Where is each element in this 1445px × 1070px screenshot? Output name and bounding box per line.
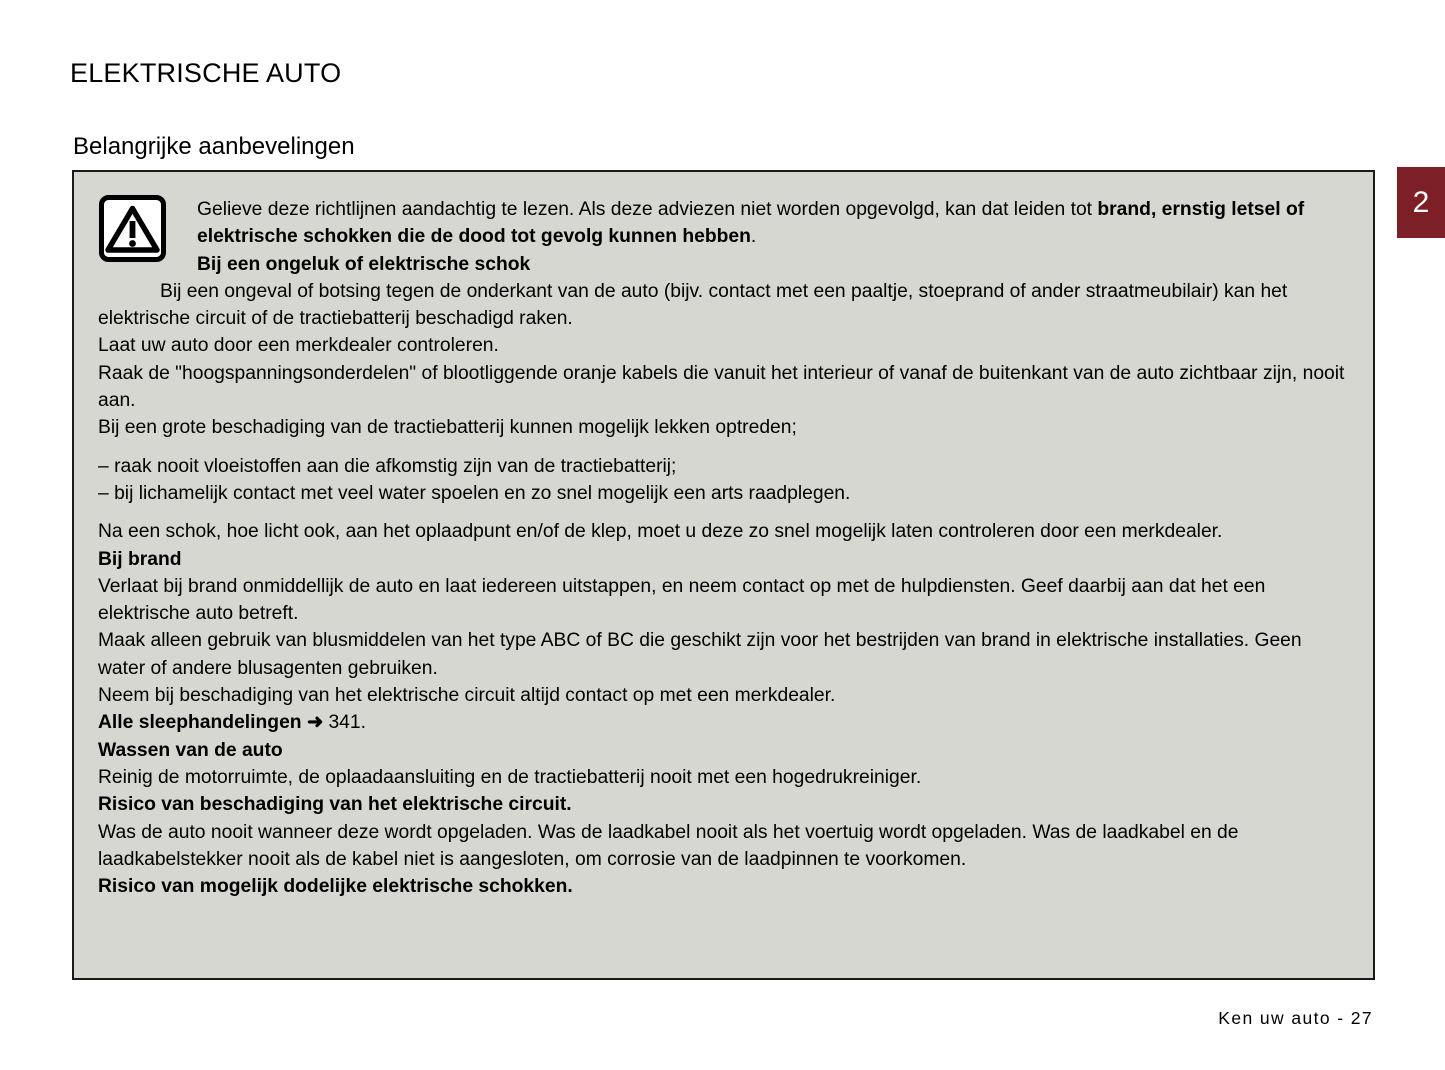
- para-fire-3: Neem bij beschadiging van het elektrische circuit altijd contact op met een merkdealer.: [98, 685, 836, 707]
- heading-fire-text: Bij brand: [98, 548, 182, 570]
- lead-paragraph-block: [98, 196, 1349, 278]
- chapter-tab: [1397, 167, 1445, 238]
- bold-risk-circuit-text: Risico van beschadiging van het elektrische circuit.: [98, 794, 572, 816]
- para-washing-2: Was de auto nooit wanneer deze wordt opgeladen. Was de laadkabel nooit als het voertuig wordt opgeladen. Was de laadkabel en de laadkabelstekker nooit als de kabel niet is aangesloten, om corrosie van de laadpinnen te voorkomen.: [98, 821, 1239, 870]
- spacer: [98, 507, 1349, 518]
- para-accident: Bij een ongeval of botsing tegen de onderkant van de auto (bijv. contact met een paaltje, stoeprand of ander straatmeubilair) kan het elektrische circuit of de tractiebatterij beschadigd raken.: [98, 280, 1288, 330]
- towing-suffix: .: [360, 712, 366, 734]
- list-item: – bij lichamelijk contact met veel water spoelen en zo snel mogelijk een arts raadplegen.: [98, 482, 851, 504]
- lead-bold-1: brand, ernstig letsel of elektrische schokken die de dood tot gevolg kunnen hebben: [197, 199, 1305, 248]
- chapter-tab-number: 2: [1412, 185, 1430, 219]
- towing-label: Alle sleephandelingen: [98, 712, 302, 734]
- lead-plain-2: .: [750, 226, 757, 248]
- lead-plain-1: Gelieve deze richtlijnen aandachtig te lezen. Als deze adviezen niet worden opgevolgd, kan dat leiden tot: [197, 199, 1098, 220]
- footer-page-label: Ken uw auto - 27: [1218, 1008, 1373, 1028]
- heading-fire: [98, 546, 1349, 573]
- arrow-right-icon: ➜: [306, 712, 324, 734]
- para-dealer-check: Laat uw auto door een merkdealer controleren.: [98, 335, 499, 357]
- spacer: [98, 442, 1349, 453]
- para-shock-check: Na een schok, hoe licht ook, aan het oplaadpunt en/of de klep, moet u deze zo snel mogelijk laten controleren door een merkdealer.: [98, 521, 1223, 543]
- para-fire-1: Verlaat bij brand onmiddellijk de auto en laat iedereen uitstappen, en neem contact op met de hulpdiensten. Geef daarbij aan dat het een elektrische auto betreft.: [98, 575, 1266, 625]
- heading-accident-text: Bij een ongeluk of elektrische schok: [197, 253, 531, 275]
- para-fire-2: Maak alleen gebruik van blusmiddelen van het type ABC of BC die geschikt zijn voor het bestrijden van brand in elektrische installaties. Geen water of andere blusagenten gebruiken.: [98, 630, 1302, 679]
- list-item: – raak nooit vloeistoffen aan die afkomstig zijn van de tractiebatterij;: [98, 455, 677, 477]
- bold-risk-shock-text: Risico van mogelijk dodelijke elektrische schokken.: [98, 876, 573, 898]
- page-title: ELEKTRISCHE AUTO: [70, 58, 342, 89]
- body-flow: [98, 278, 1349, 901]
- para-leaks: Bij een grote beschadiging van de tractiebatterij kunnen mogelijk lekken optreden;: [98, 417, 797, 439]
- para-hv-parts: Raak de "hoogspanningsonderdelen" of blootliggende oranje kabels die vanuit het interieur of vanaf de buitenkant van de auto zichtbaar zijn, nooit aan.: [98, 362, 1345, 412]
- bold-risk-shock: [98, 873, 1349, 900]
- warning-box: [72, 170, 1375, 980]
- heading-washing: [98, 737, 1349, 764]
- bold-risk-circuit: [98, 791, 1349, 818]
- warning-box-content: [74, 172, 1373, 978]
- para-washing-1: Reinig de motorruimte, de oplaadaansluiting en de tractiebatterij nooit met een hogedrukreiniger.: [98, 766, 922, 788]
- warning-text-body: [98, 196, 1349, 900]
- section-title: Belangrijke aanbevelingen: [73, 132, 355, 160]
- heading-washing-text: Wassen van de auto: [98, 739, 283, 761]
- heading-accident: [197, 251, 1349, 278]
- towing-reference: [98, 709, 1349, 736]
- lead-paragraph: [197, 196, 1349, 251]
- warning-triangle-icon: [99, 195, 166, 262]
- towing-page-ref: 341: [328, 712, 361, 734]
